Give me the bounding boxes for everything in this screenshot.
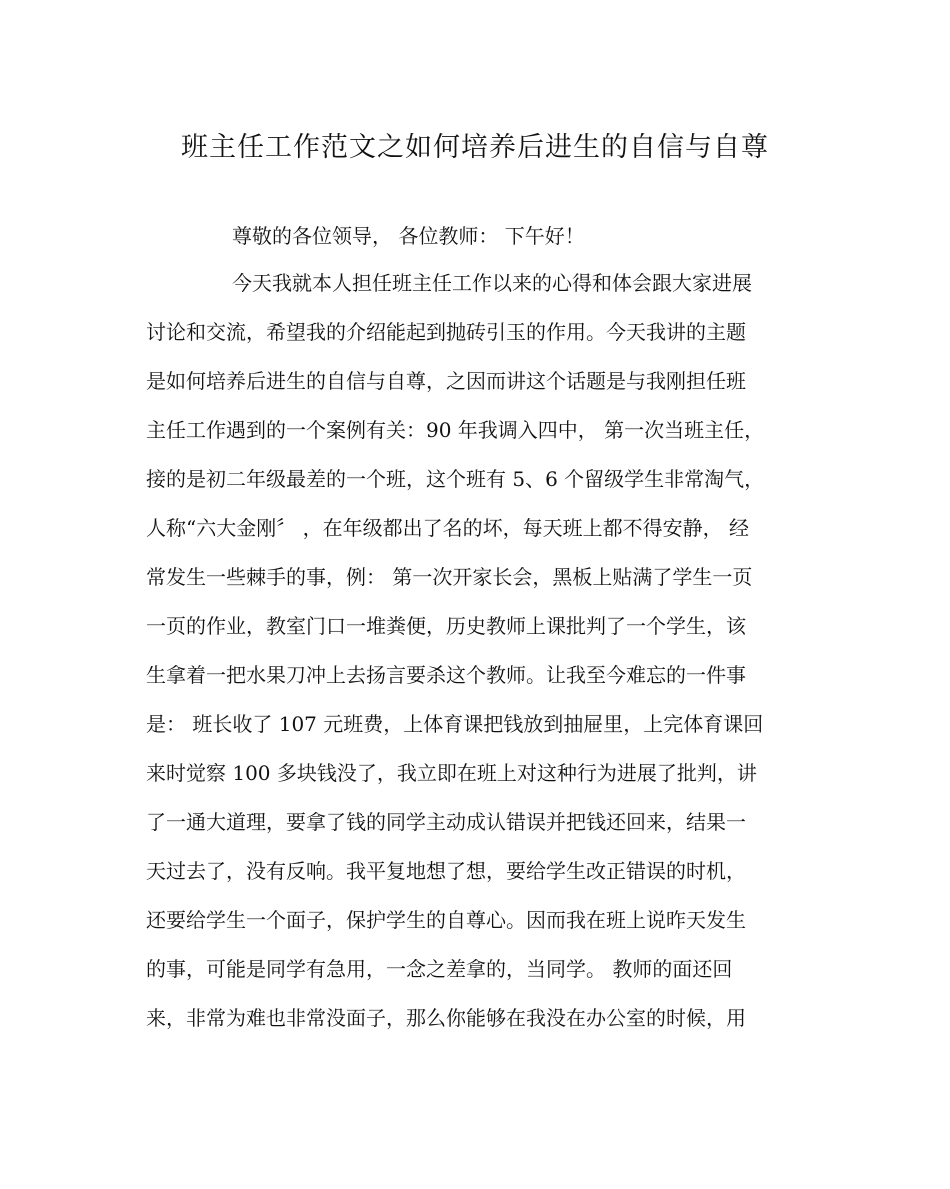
- document-title: 班主任工作范文之如何培养后进生的自信与自尊: [181, 132, 769, 163]
- body-line: 接的是初二年级最差的一个班，这个班有 5、6 个留级学生非常淘气，: [146, 467, 765, 491]
- body-line: 来时觉察 100 多块钱没了，我立即在班上对这种行为进展了批判，讲: [146, 761, 757, 785]
- body-line: 还要给学生一个面子，保护学生的自尊心。因而我在班上说昨天发生: [146, 908, 746, 932]
- body-line: 了一通大道理，要拿了钱的同学主动成认错误并把钱还回来，结果一: [146, 810, 746, 834]
- body-line: 天过去了，没有反响。我平复地想了想，要给学生改正错误的时机，: [146, 859, 746, 883]
- body-line: 今天我就本人担任班主任工作以来的心得和体会跟大家进展: [232, 271, 752, 295]
- body-line: 来，非常为难也非常没面子，那么你能够在我没在办公室的时候，用: [146, 1006, 746, 1030]
- body-line: 是： 班长收了 107 元班费，上体育课把钱放到抽屉里，上完体育课回: [146, 712, 764, 736]
- body-line: 人称“六大金刚〞 ，在年级都出了名的坏，每天班上都不得安静， 经: [146, 516, 749, 540]
- body-line: 讨论和交流，希望我的介绍能起到抛砖引玉的作用。今天我讲的主题: [146, 320, 746, 344]
- body-line: 生拿着一把水果刀冲上去扬言要杀这个教师。让我至今难忘的一件事: [146, 663, 746, 687]
- body-line: 主任工作遇到的一个案例有关：90 年我调入四中， 第一次当班主任，: [146, 418, 765, 442]
- body-line: 常发生一些棘手的事，例： 第一次开家长会，黑板上贴满了学生一页: [146, 565, 753, 589]
- body-line: 是如何培养后进生的自信与自尊，之因而讲这个话题是与我刚担任班: [146, 369, 746, 393]
- body-line: 一页的作业，教室门口一堆粪便，历史教师上课批判了一个学生，该: [146, 614, 746, 638]
- body-line: 的事，可能是同学有急用，一念之差拿的，当同学。 教师的面还回: [146, 957, 733, 981]
- greeting-line: 尊敬的各位领导， 各位教师： 下午好！: [232, 224, 585, 248]
